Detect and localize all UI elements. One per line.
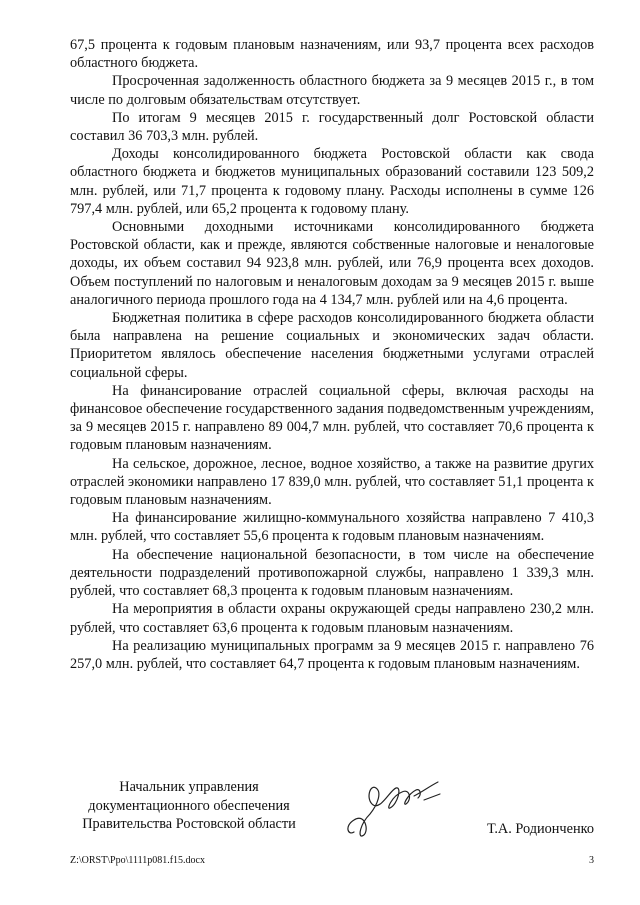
paragraph: Бюджетная политика в сфере расходов консолидированного бюджета области была направлена на решение социальных и экономических задач области. Приоритетом являлось обеспечение населения бюджетными услугами отраслей социальной сферы. [70,310,594,381]
paragraph: Доходы консолидированного бюджета Ростовской области как свода областного бюджета и бюджетов муниципальных образований составили 123 509,2 млн. рублей, или 71,7 процента к годовому плану. Расходы исполнены в сумме 126 797,4 млн. рублей, или 65,2 процента к годовому плану. [70,146,594,217]
paragraph: На сельское, дорожное, лесное, водное хозяйство, а также на развитие других отраслей экономики направлено 17 839,0 млн. рублей, что составляет 51,1 процента к годовым плановым назначениям. [70,455,594,509]
signatory-title-line: Правительства Ростовской области [82,816,296,832]
paragraph: На финансирование жилищно-коммунального хозяйства направлено 7 410,3 млн. рублей, что составляет 55,6 процента к годовым плановым назначениям. [70,510,594,545]
signatory-title [70,778,308,834]
paragraph: 67,5 процента к годовым плановым назначениям, или 93,7 процента всех расходов областного бюджета. [70,37,594,72]
paragraph: На реализацию муниципальных программ за 9 месяцев 2015 г. направлено 76 257,0 млн. рублей, что составляет 64,7 процента к годовым плановым назначениям. [70,637,594,672]
paragraph: Основными доходными источниками консолидированного бюджета Ростовской области, как и прежде, являются собственные налоговые и неналоговые доходы, их объем составил 94 923,8 млн. рублей, или 76,9 процента всех доходов. Объем поступлений по налоговым и неналоговым доходам за 9 месяцев 2015 г. выше аналогичного периода прошлого года на 4 134,7 млн. рублей или на 4,6 процента. [70,219,594,308]
paragraph: Просроченная задолженность областного бюджета за 9 месяцев 2015 г., в том числе по долговым обязательствам отсутствует. [70,73,594,108]
paragraph: На обеспечение национальной безопасности, в том числе на обеспечение деятельности подразделений противопожарной службы, направлено 1 339,3 млн. рублей, что составляет 68,3 процента к годовым плановым назначениям. [70,546,594,600]
paragraph: По итогам 9 месяцев 2015 г. государственный долг Ростовской области составил 36 703,3 млн. рублей. [70,109,594,145]
page-number: 3 [589,855,594,866]
footer-file-path: Z:\ORST\Ppo\1111p081.f15.docx [70,855,205,866]
document-body [70,36,594,673]
paragraph: На мероприятия в области охраны окружающей среды направлено 230,2 млн. рублей, что составляет 63,6 процента к годовым плановым назначениям. [70,601,594,636]
signature-block [70,778,594,848]
paragraph: На финансирование отраслей социальной сферы, включая расходы на финансовое обеспечение государственного задания подведомственным учреждениям, за 9 месяцев 2015 г. направлено 89 004,7 млн. рублей, что составляет 70,6 процента к годовым плановым назначениям. [70,382,594,454]
signatory-name: Т.А. Родионченко [487,821,594,837]
handwritten-signature [340,774,450,844]
signatory-title-line: Начальник управления [119,779,259,795]
signatory-title-line: документационного обеспечения [88,797,290,814]
